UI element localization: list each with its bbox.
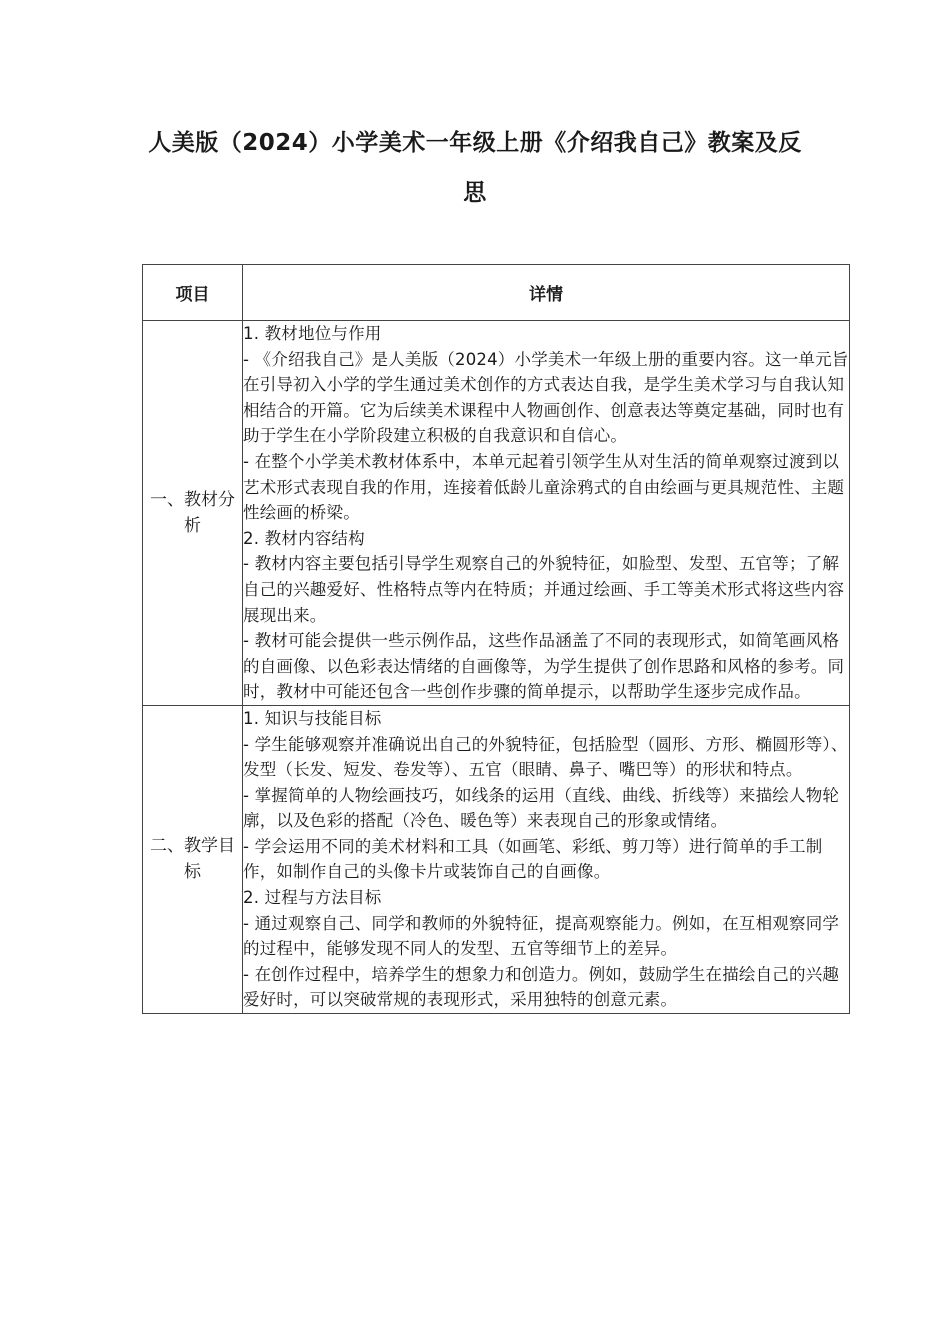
row-label-teaching-goals: 二、教学目标 [143,705,243,1013]
row-label-textbook-analysis: 一、教材分析 [143,321,243,706]
detail-line: - 掌握简单的人物绘画技巧，如线条的运用（直线、曲线、折线等）来描绘人物轮廓，以及色彩的搭配（冷色、暖色等）来表现自己的形象或情绪。 [243,785,840,831]
detail-line: - 教材可能会提供一些示例作品，这些作品涵盖了不同的表现形式，如简笔画风格的自画像、以色彩表达情绪的自画像等，为学生提供了创作思路和风格的参考。同时，教材中可能还包含一些创作步骤的简单提示，以帮助学生逐步完成作品。 [243,631,845,702]
row-detail-textbook-analysis [243,321,850,706]
table-row-textbook-analysis [143,321,850,706]
detail-line: - 《介绍我自己》是人美版（2024）小学美术一年级上册的重要内容。这一单元旨在引导初入小学的学生通过美术创作的方式表达自我，是学生美术学习与自我认知相结合的开篇。它为后续美术课程中人物画创作、创意表达等奠定基础，同时也有助于学生在小学阶段建立积极的自我意识和自信心。 [243,349,849,446]
lesson-plan-table [142,264,850,1014]
row-detail-teaching-goals [243,705,850,1013]
detail-line: - 学会运用不同的美术材料和工具（如画笔、彩纸、剪刀等）进行简单的手工制作，如制作自己的头像卡片或装饰自己的自画像。 [243,836,823,882]
detail-line: - 在创作过程中，培养学生的想象力和创造力。例如，鼓励学生在描绘自己的兴趣爱好时，可以突破常规的表现形式，采用独特的创意元素。 [243,964,840,1010]
detail-line: - 学生能够观察并准确说出自己的外貌特征，包括脸型（圆形、方形、椭圆形等）、发型（长发、短发、卷发等）、五官（眼睛、鼻子、嘴巴等）的形状和特点。 [243,734,848,780]
detail-line: - 通过观察自己、同学和教师的外貌特征，提高观察能力。例如，在互相观察同学的过程中，能够发现不同人的发型、五官等细节上的差异。 [243,913,840,959]
detail-line: 2. 过程与方法目标 [243,888,382,908]
detail-line: 1. 知识与技能目标 [243,708,382,728]
detail-line: - 教材内容主要包括引导学生观察自己的外貌特征，如脸型、发型、五官等；了解自己的兴趣爱好、性格特点等内在特质；并通过绘画、手工等美术形式将这些内容展现出来。 [243,554,845,625]
table-row-teaching-goals [143,705,850,1013]
document-title: 人美版（2024）小学美术一年级上册《介绍我自己》教案及反思 [148,130,802,206]
header-detail: 详情 [243,265,850,321]
detail-line: - 在整个小学美术教材体系中，本单元起着引领学生从对生活的简单观察过渡到以艺术形式表现自我的作用，连接着低龄儿童涂鸦式的自由绘画与更具规范性、主题性绘画的桥梁。 [243,451,845,523]
detail-line: 1. 教材地位与作用 [243,324,382,343]
detail-line: 2. 教材内容结构 [243,528,365,548]
table-header-row [143,265,850,321]
header-item: 项目 [143,265,243,321]
